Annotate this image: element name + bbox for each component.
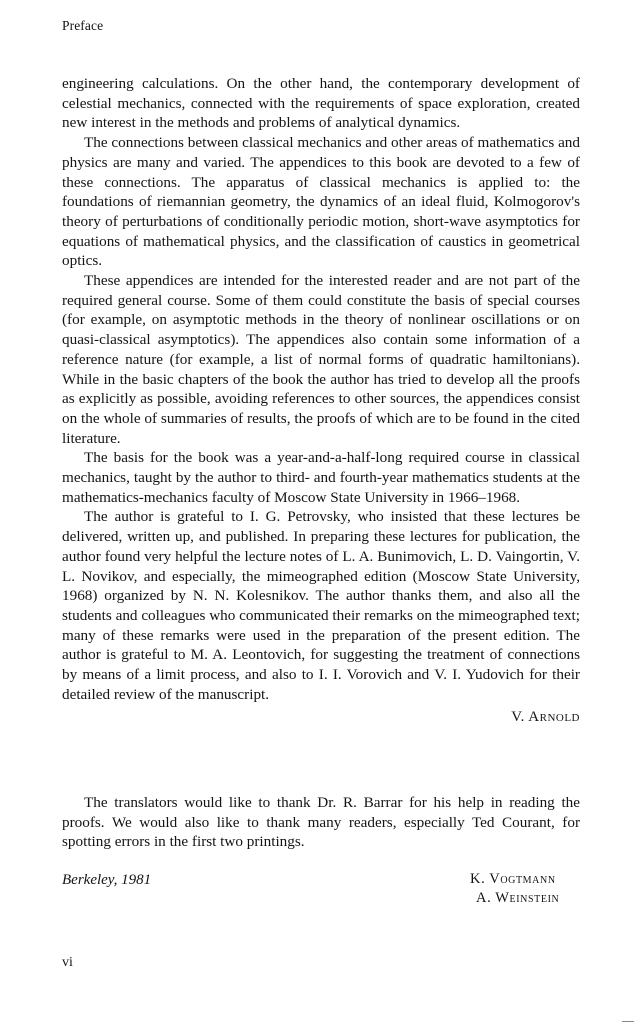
paragraph: These appendices are intended for the interested reader and are not part of the required general course. Some of them could constitute the basis of special courses (for example, on asymptotic methods in the theory of nonlinear oscillations or on quasi-classical asymptotics). The appendices also contain some information of a reference nature (for example, a list of normal forms of quadratic hamiltonians). While in the basic chapters of the book the author has tried to develop all the proofs as explicitly as possible, avoiding references to other sources, the appendices consist on the whole of summaries of results, the proofs of which are to be found in the cited literature. xyxy=(62,272,580,447)
page-number: vi xyxy=(62,955,73,970)
paragraph: The basis for the book was a year-and-a-half-long required course in classical mechanics, taught by the author to third- and fourth-year mathematics students at the mathematics-mechanics faculty of Moscow State University in 1966–1968. xyxy=(62,449,580,506)
author-signature: V. Arnold xyxy=(511,709,580,725)
translator-name: A. Weinstein xyxy=(476,890,560,906)
running-head: Preface xyxy=(62,18,104,33)
translator-name: K. Vogtmann xyxy=(470,871,556,887)
translators-signature xyxy=(470,870,559,908)
translators-note-block xyxy=(62,793,580,852)
paragraph: The connections between classical mechanics and other areas of mathematics and physics are many and varied. The appendices to this book are devoted to a few of these connections. The apparatus of classical mechanics is applied to: the foundations of riemannian geometry, the dynamics of an ideal fluid, Kolmogorov's theory of perturbations of conditionally periodic motion, short-wave asymptotics for equations of mathematical physics, and the classification of caustics in geometrical optics. xyxy=(62,134,580,270)
translators-note: The translators would like to thank Dr. R. Barrar for his help in reading the proofs. We would also like to thank many readers, especially Ted Courant, for spotting errors in the first two printings. xyxy=(62,794,580,851)
place-date: Berkeley, 1981 xyxy=(62,872,152,888)
page-edge-mark xyxy=(622,1021,634,1022)
paragraph: engineering calculations. On the other hand, the contemporary development of celestial mechanics, connected with the requirements of space exploration, created new interest in the methods and problems of analytical dynamics. xyxy=(62,75,580,132)
paragraph: The author is grateful to I. G. Petrovsky, who insisted that these lectures be delivered, written up, and published. In preparing these lectures for publication, the author found very helpful the lecture notes of L. A. Bunimovich, L. D. Vaingortin, V. L. Novikov, and especially, the mimeographed edition (Moscow State University, 1968) organized by N. N. Kolesnikov. The author thanks them, and also all the students and colleagues who communicated their remarks on the mimeographed text; many of these remarks were used in the preparation of the present edition. The author is grateful to M. A. Leontovich, for suggesting the treatment of connections by means of a limit process, and also to I. I. Vorovich and V. I. Yudovich for their detailed review of the manuscript. xyxy=(62,508,580,703)
preface-body xyxy=(62,74,580,705)
